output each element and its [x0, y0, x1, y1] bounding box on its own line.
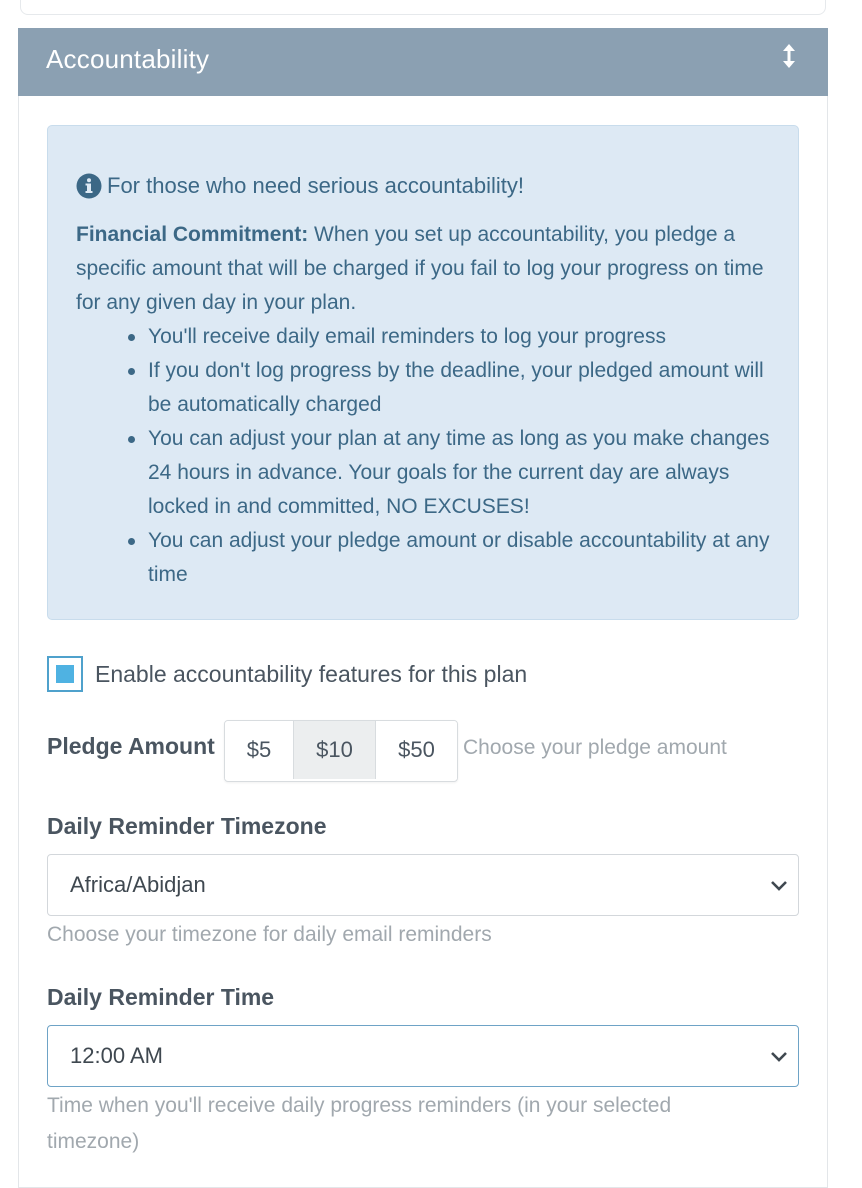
accountability-panel: [18, 28, 828, 1188]
panel-header[interactable]: [18, 28, 828, 96]
financial-commitment-label: Financial Commitment:: [76, 223, 309, 246]
previous-card-edge: [20, 0, 826, 15]
timezone-help: Choose your timezone for daily email reminders: [47, 923, 492, 946]
enable-accountability-row[interactable]: [47, 656, 527, 692]
chevron-down-icon: [770, 1049, 788, 1063]
enable-accountability-checkbox[interactable]: [47, 656, 83, 692]
list-item: You can adjust your plan at any time as long as you make changes 24 hours in advance. Your goals for the current day are always locked in and committed, NO EXCUSES!: [148, 422, 788, 524]
pledge-amount-label: Pledge Amount: [47, 733, 215, 759]
timezone-select[interactable]: [47, 854, 799, 916]
pledge-amount-help: Choose your pledge amount: [463, 736, 727, 759]
info-circle-icon: [76, 173, 102, 199]
info-heading: For those who need serious accountability!: [107, 173, 525, 198]
list-item: You'll receive daily email reminders to log your progress: [148, 320, 788, 354]
financial-commitment-text: [76, 218, 776, 320]
pledge-amount-button-group: [224, 720, 458, 782]
pledge-option-5[interactable]: $5: [225, 721, 294, 779]
vertical-resize-arrows-icon[interactable]: [781, 43, 797, 69]
info-alert: [47, 125, 799, 620]
info-bullet-list: [106, 320, 788, 592]
chevron-down-icon: [770, 878, 788, 892]
list-item: You can adjust your pledge amount or disable accountability at any time: [148, 524, 788, 592]
pledge-option-50[interactable]: $50: [376, 721, 457, 779]
reminder-time-select[interactable]: [47, 1025, 799, 1087]
enable-accountability-label[interactable]: Enable accountability features for this plan: [95, 660, 528, 687]
panel-title: Accountability: [46, 44, 210, 74]
list-item: If you don't log progress by the deadline, your pledged amount will be automatically charged: [148, 354, 788, 422]
timezone-label: Daily Reminder Timezone: [47, 813, 327, 839]
reminder-time-help: Time when you'll receive daily progress reminders (in your selected timezone): [47, 1094, 672, 1153]
reminder-time-select-value: 12:00 AM: [70, 1043, 163, 1068]
reminder-time-label: Daily Reminder Time: [47, 984, 275, 1010]
info-heading-row: [76, 173, 524, 199]
timezone-select-value: Africa/Abidjan: [70, 872, 206, 897]
financial-commitment-body: When you set up accountability, you pledge a specific amount that will be charged if you fail to log your progress on time for any given day in your plan.: [76, 223, 764, 314]
pledge-option-10[interactable]: $10: [294, 721, 376, 779]
checkbox-checked-indicator: [56, 665, 74, 683]
